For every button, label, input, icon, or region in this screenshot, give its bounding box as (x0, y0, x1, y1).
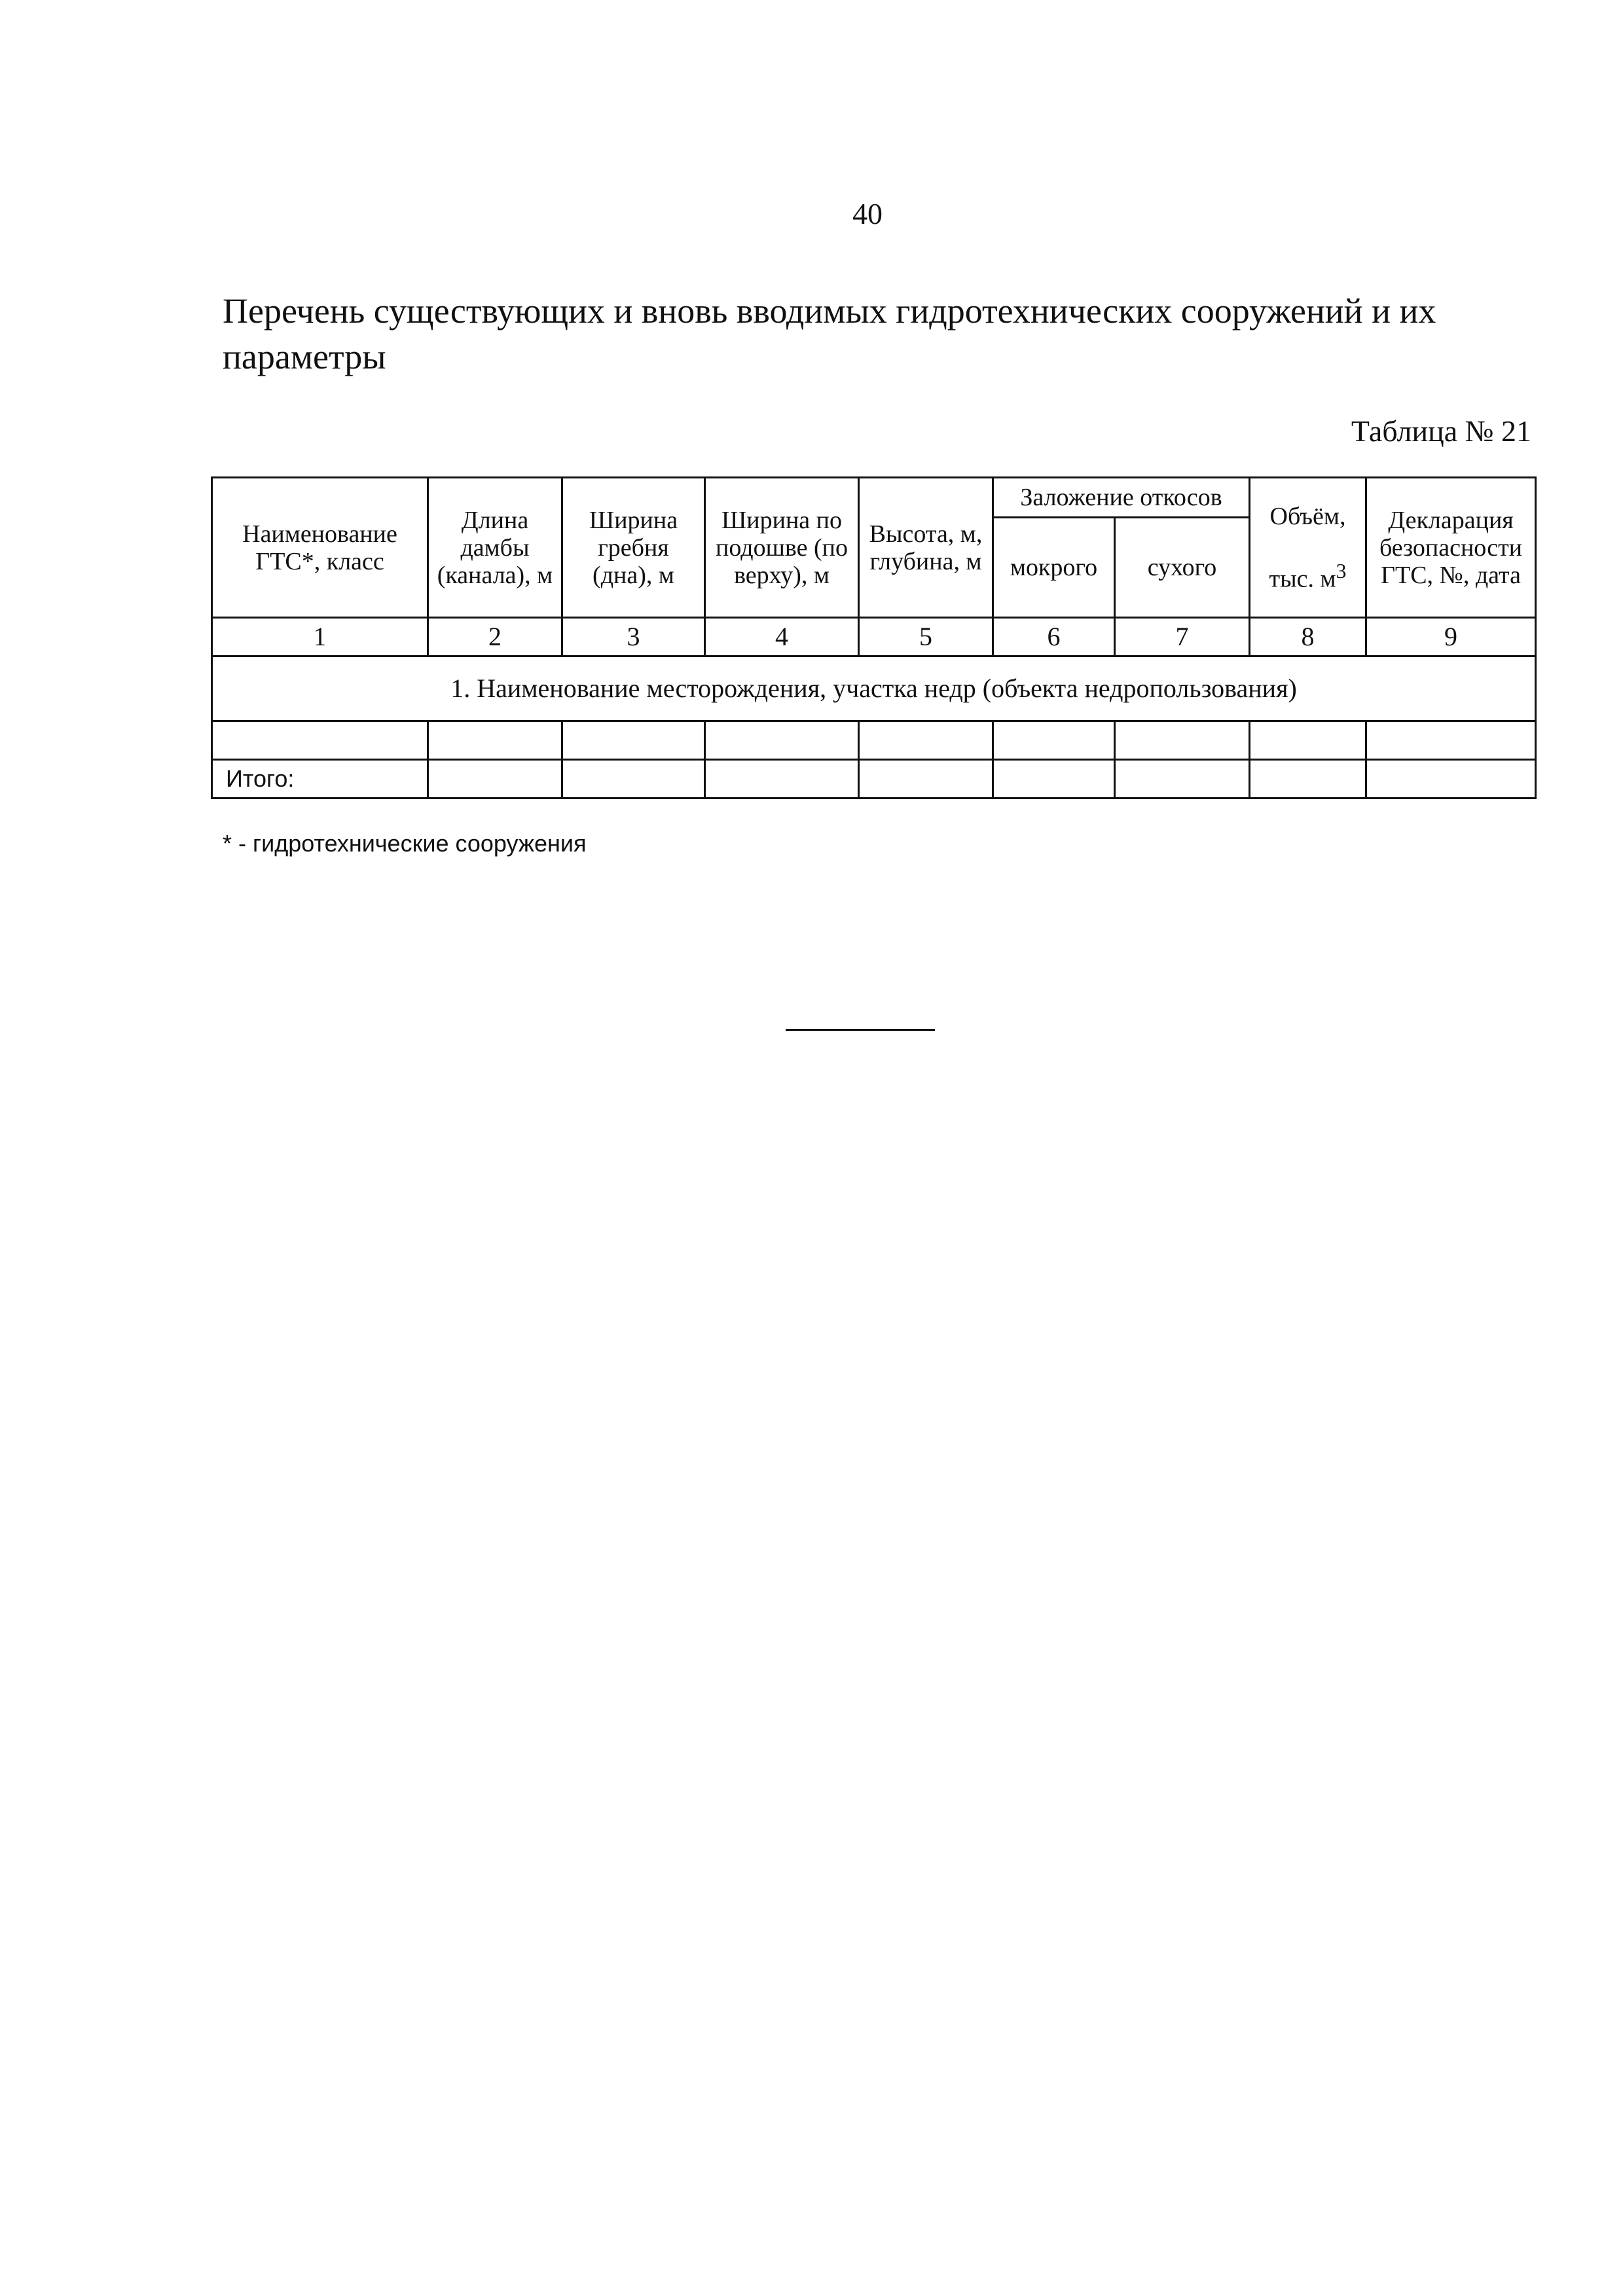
table-cell (859, 760, 993, 798)
table-cell (1366, 760, 1536, 798)
header-volume-line2: тыс. м (1269, 565, 1336, 593)
table-cell (859, 721, 993, 760)
page-number: 40 (852, 197, 883, 230)
column-number: 7 (1115, 618, 1250, 656)
total-label: Итого: (212, 760, 428, 798)
total-row (212, 760, 1536, 798)
table-cell (212, 721, 428, 760)
column-number: 9 (1366, 618, 1536, 656)
header-volume-sup: 3 (1336, 559, 1347, 583)
header-slope-wet: мокрого (993, 518, 1115, 618)
table-cell (428, 721, 562, 760)
table-cell (993, 721, 1115, 760)
header-length: Длина дамбы (канала), м (428, 478, 562, 618)
table-row (212, 721, 1536, 760)
column-number: 1 (212, 618, 428, 656)
table-cell (562, 721, 705, 760)
header-base-width: Ширина по подошве (по верху), м (705, 478, 859, 618)
table-cell (1250, 760, 1366, 798)
section-row (212, 656, 1536, 721)
table-cell (1115, 721, 1250, 760)
header-slope-dry: сухого (1115, 518, 1250, 618)
table-cell (562, 760, 705, 798)
header-height: Высота, м, глубина, м (859, 478, 993, 618)
table-cell (1250, 721, 1366, 760)
table-cell (1115, 760, 1250, 798)
column-number: 3 (562, 618, 705, 656)
end-divider (786, 1029, 935, 1031)
column-number: 2 (428, 618, 562, 656)
document-title: Перечень существующих и вновь вводимых гидротехнических сооружений и их параметры (223, 291, 1436, 376)
table-caption: Таблица № 21 (1351, 414, 1531, 448)
gts-table (211, 476, 1537, 799)
column-number: 6 (993, 618, 1115, 656)
header-crest-width: Ширина гребня (дна), м (562, 478, 705, 618)
table-cell (993, 760, 1115, 798)
section-title: 1. Наименование месторождения, участка недр (объекта недропользования) (212, 656, 1536, 721)
table-cell (428, 760, 562, 798)
header-name: Наименование ГТС*, класс (212, 478, 428, 618)
header-volume-line1: Объём, (1269, 502, 1346, 530)
table-cell (705, 721, 859, 760)
header-volume (1250, 478, 1366, 618)
column-number: 5 (859, 618, 993, 656)
column-number: 4 (705, 618, 859, 656)
column-numbers-row (212, 618, 1536, 656)
footnote: * - гидротехнические сооружения (223, 830, 587, 857)
table-cell (1366, 721, 1536, 760)
table-cell (705, 760, 859, 798)
header-slopes: Заложение откосов (993, 478, 1250, 518)
header-declaration: Декларация безопасности ГТС, №, дата (1366, 478, 1536, 618)
column-number: 8 (1250, 618, 1366, 656)
